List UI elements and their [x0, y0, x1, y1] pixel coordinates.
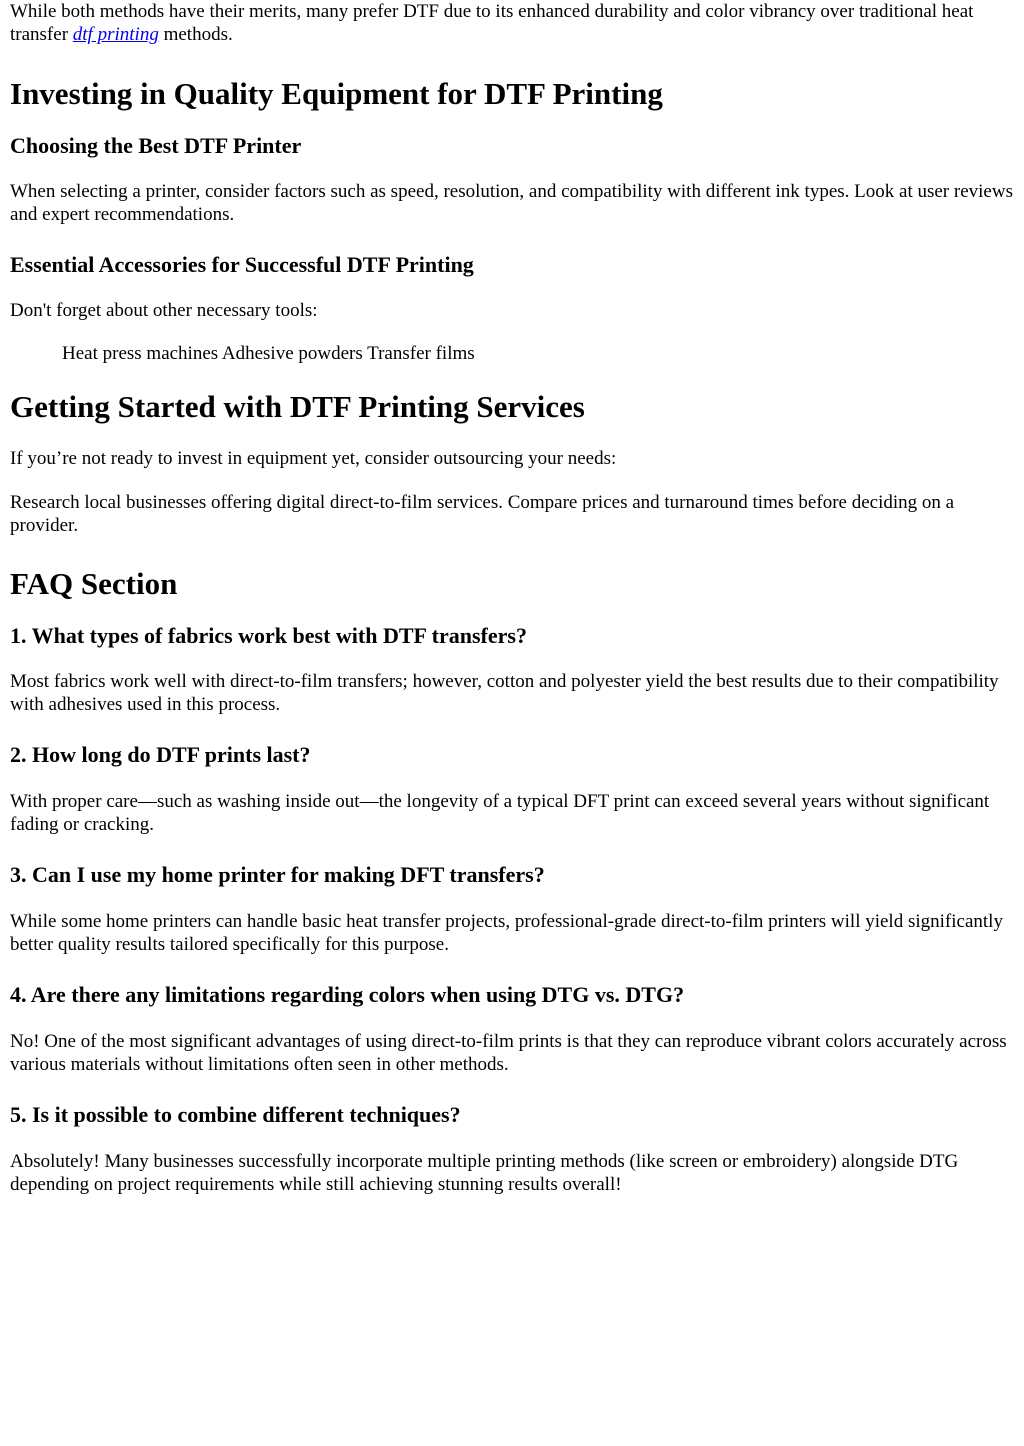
faq-question-3: 3. Can I use my home printer for making DFT transfers? [10, 862, 545, 887]
printer-heading: Choosing the Best DTF Printer [10, 133, 302, 158]
accessories-paragraph: Don't forget about other necessary tools: [10, 300, 318, 321]
services-heading: Getting Started with DTF Printing Services [10, 389, 585, 424]
faq-answer-4: No! One of the most significant advantages of using direct-to-film prints is that they can reproduce vibrant colors accurately across various materials without limitations often seen in other methods. [10, 1031, 1007, 1075]
faq-question-5: 5. Is it possible to combine different techniques? [10, 1102, 461, 1127]
printer-paragraph: When selecting a printer, consider factors such as speed, resolution, and compatibility with different ink types. Look at user reviews and expert recommendations. [10, 181, 1013, 225]
faq-answer-2: With proper care—such as washing inside out—the longevity of a typical DFT print can exceed several years without significant fading or cracking. [10, 791, 990, 835]
equipment-heading: Investing in Quality Equipment for DTF Printing [10, 76, 663, 111]
faq-question-2: 2. How long do DTF prints last? [10, 742, 311, 767]
intro-text-after-link: methods. [158, 24, 233, 45]
faq-heading: FAQ Section [10, 566, 178, 601]
dtf-printing-link[interactable]: dtf printing [72, 24, 159, 45]
services-paragraph-1: If you’re not ready to invest in equipment yet, consider outsourcing your needs: [10, 448, 617, 469]
accessories-heading: Essential Accessories for Successful DTF Printing [10, 252, 474, 277]
intro-paragraph [10, 0, 1014, 46]
faq-question-4: 4. Are there any limitations regarding colors when using DTG vs. DTG? [10, 982, 685, 1007]
accessories-list: Heat press machines Adhesive powders Transfer films [62, 343, 475, 364]
faq-answer-5: Absolutely! Many businesses successfully incorporate multiple printing methods (like screen or embroidery) alongside DTG depending on project requirements while still achieving stunning results overall! [10, 1151, 959, 1195]
faq-answer-1: Most fabrics work well with direct-to-film transfers; however, cotton and polyester yield the best results due to their compatibility with adhesives used in this process. [10, 671, 999, 715]
intro-text-before-link: While both methods have their merits, many prefer DTF due to its enhanced durability and color vibrancy over traditional heat transfer [10, 1, 974, 45]
faq-answer-3: While some home printers can handle basic heat transfer projects, professional-grade direct-to-film printers will yield significantly better quality results tailored specifically for this purpose. [10, 911, 1003, 955]
faq-question-1: 1. What types of fabrics work best with DTF transfers? [10, 623, 527, 648]
services-paragraph-2: Research local businesses offering digital direct-to-film services. Compare prices and turnaround times before deciding on a provider. [10, 492, 955, 536]
